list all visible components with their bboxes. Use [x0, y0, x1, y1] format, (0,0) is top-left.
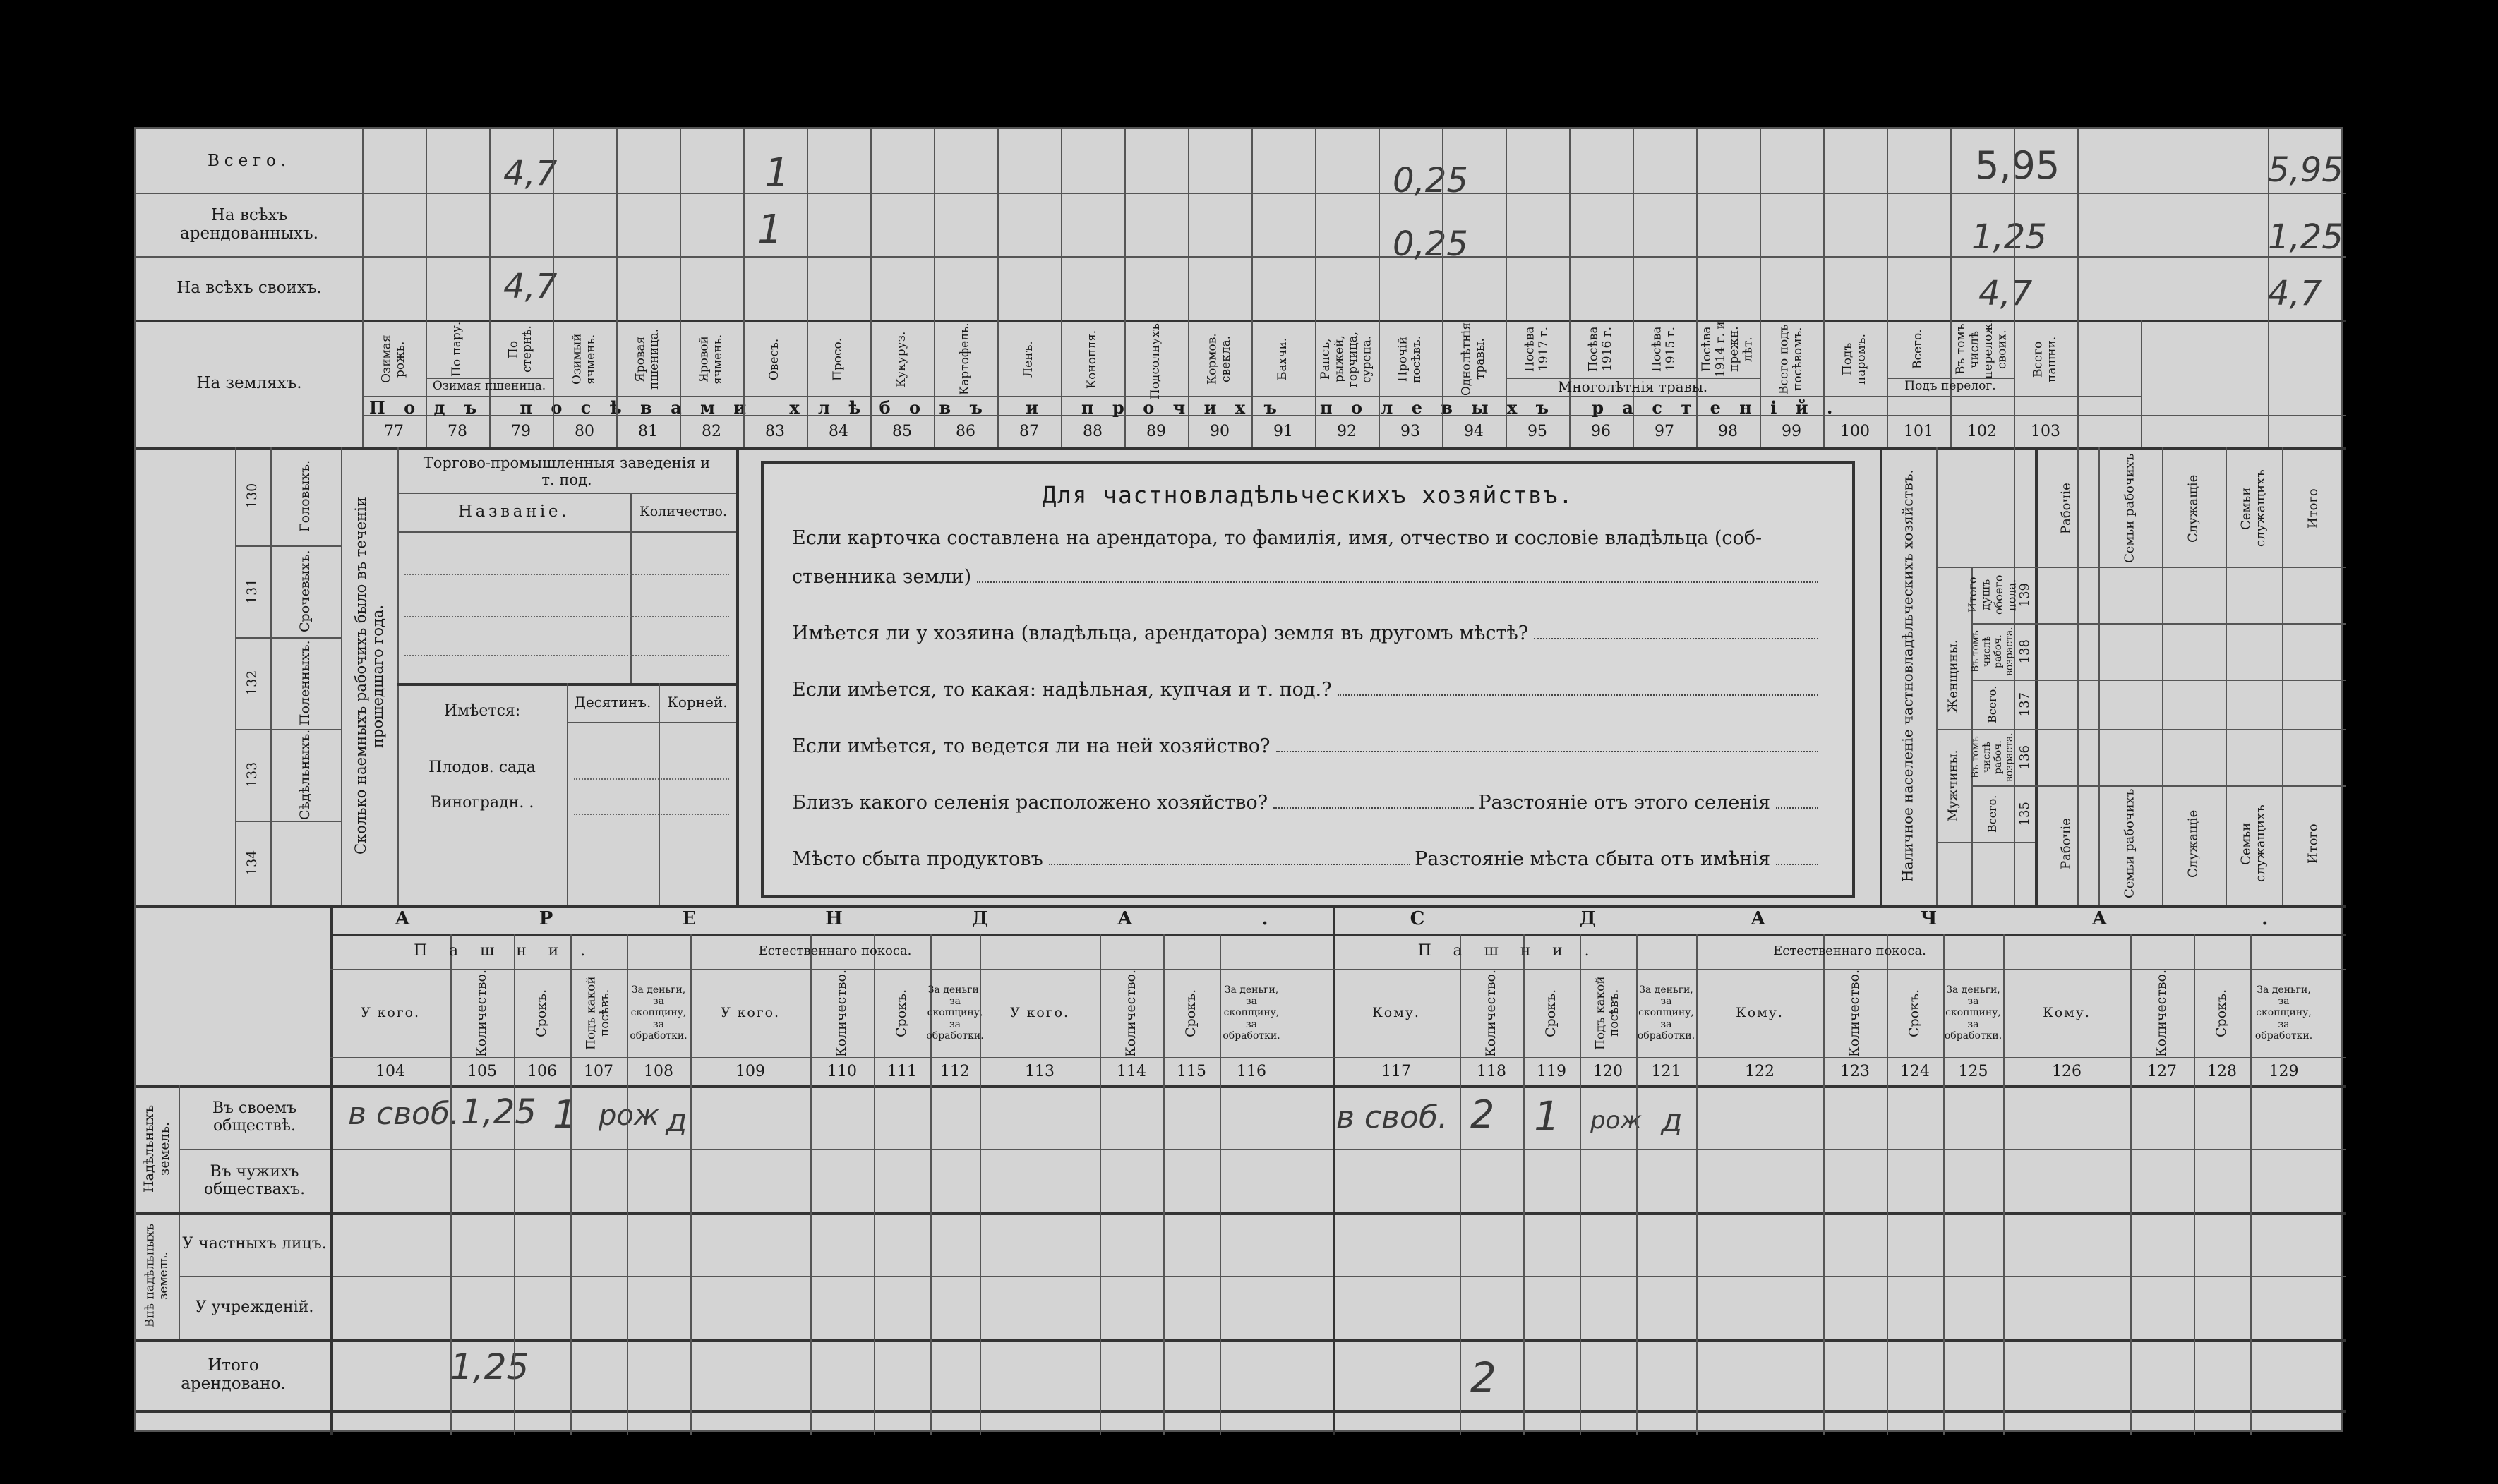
hw-vsego-77: 4,7: [503, 154, 558, 193]
hw-svoikh-99: 4,7: [1978, 274, 2033, 313]
hw-itogo-ar: 1,25: [450, 1346, 529, 1387]
arenda-num-110: 110: [827, 1062, 857, 1080]
crop-col-96: Посѣва 1916 г.: [1586, 326, 1614, 373]
sdacha-num-123: 123: [1840, 1062, 1870, 1080]
census-card: [134, 127, 2343, 1432]
sdacha-col-129: За деньги, за скопщину, за обработки.: [2254, 984, 2313, 1042]
num-136: 136: [2017, 744, 2032, 770]
crop-num-84: 84: [829, 422, 848, 440]
sdacha-num-117: 117: [1381, 1062, 1411, 1080]
crop-num-88: 88: [1083, 422, 1103, 440]
crop-col-97: Посѣва 1915 г.: [1650, 326, 1678, 373]
arenda-num-111: 111: [887, 1062, 917, 1080]
garden-imeetsya: Имѣется:: [443, 702, 521, 720]
crop-num-90: 90: [1210, 422, 1230, 440]
sdacha-letters-letter-3: Ч: [1920, 908, 1938, 930]
arenda-letters-letter-4: Д: [971, 908, 989, 930]
livestock-num-133: 133: [244, 761, 260, 788]
crop-num-82: 82: [702, 422, 721, 440]
arenda-letters-letter-1: Р: [539, 908, 553, 930]
crop-col-86: Картофель.: [958, 322, 973, 396]
sdacha-col-119: Срокъ.: [1543, 989, 1559, 1037]
posev-band: Подъ посѣвами хлѣбовъ и прочихъ полевыхъ растеній.: [369, 397, 1851, 418]
arenda-num-107: 107: [584, 1062, 613, 1080]
pop-men-vtom: Въ томъ числѣ рабоч. возраста.: [1969, 732, 2016, 782]
hw-svoikh-103: 4,7: [2268, 274, 2322, 313]
row-uchrezh: У учрежденій.: [195, 1298, 314, 1317]
row-itogo: Итого арендовано.: [181, 1356, 286, 1393]
pop-col-top-0: Рабочіе: [2058, 483, 2074, 534]
group-mnogolet: Многолѣтнія травы.: [1557, 378, 1708, 395]
sdacha-col-128: Срокъ.: [2214, 989, 2230, 1037]
row-chuzhikh: Въ чужихъ обществахъ.: [203, 1162, 306, 1198]
sdacha-num-122: 122: [1745, 1062, 1775, 1080]
garden-vinograd: Виноградн. .: [430, 794, 534, 812]
arenda-num-108: 108: [644, 1062, 673, 1080]
sdacha-pashni-text: Пашни.: [1417, 942, 1611, 960]
hw-arend-82: 1: [757, 207, 783, 253]
sdacha-letters-letter-0: С: [1410, 908, 1425, 930]
arenda-pashni-text: Пашни.: [414, 942, 607, 960]
pop-col-top-2: Служащіе: [2185, 474, 2201, 543]
sdacha-col-123: Количество.: [1847, 969, 1863, 1057]
pop-col-bot-4: Итого: [2305, 824, 2321, 864]
crop-num-93: 93: [1400, 422, 1420, 440]
crop-num-99: 99: [1782, 422, 1801, 440]
crop-col-78: По пару.: [450, 321, 464, 378]
workers-question: Сколько наемныхъ рабочихъ было въ теченіи прошедшаго года.: [352, 497, 386, 855]
num-138: 138: [2017, 639, 2032, 664]
garden-desyatin: Десятинъ.: [574, 694, 651, 711]
crop-num-95: 95: [1527, 422, 1547, 440]
livestock-label-133: Сѣдѣльныхъ.: [297, 729, 313, 821]
arenda-num-115: 115: [1177, 1062, 1206, 1080]
crop-num-100: 100: [1840, 422, 1870, 440]
sdacha-letters-letter-1: Д: [1579, 908, 1596, 930]
sdacha-col-125: За деньги, за скопщину, за обработки.: [1944, 984, 2002, 1042]
crop-num-78: 78: [448, 422, 467, 440]
livestock-num-131: 131: [244, 578, 260, 605]
private-q4: Если имѣется, то ведется ли на ней хозяйство?: [792, 735, 1823, 757]
crop-col-100: Подъ паромъ.: [1840, 333, 1868, 385]
sdacha-num-126: 126: [2052, 1062, 2082, 1080]
arenda-num-112: 112: [940, 1062, 970, 1080]
sdacha-letters-letter-2: А: [1751, 908, 1766, 930]
private-q2: Имѣется ли у хозяина (владѣльца, арендатора) земля въ другомъ мѣстѣ?: [792, 622, 1823, 644]
arenda-col-112: За деньги, за скопщину, за обработки.: [926, 984, 984, 1042]
hw-vsego-99: 5,95: [1975, 143, 2060, 188]
crop-num-86: 86: [956, 422, 975, 440]
pop-men: Мужчины.: [1945, 749, 1961, 821]
arenda-letters-letter-5: А: [1117, 908, 1133, 930]
arenda-num-106: 106: [527, 1062, 557, 1080]
crop-num-80: 80: [575, 422, 594, 440]
sdacha-title: [1333, 905, 2346, 934]
arenda-letters-letter-2: Е: [682, 908, 697, 930]
crop-num-85: 85: [892, 422, 912, 440]
sdacha-letters-letter-5: .: [2262, 908, 2269, 930]
crop-num-91: 91: [1273, 422, 1293, 440]
pop-women-vtom: Въ томъ числѣ рабоч. возраста.: [1969, 627, 2016, 676]
pop-women: Женщины.: [1945, 639, 1961, 713]
population-title: Наличное населеніе частновладѣльческихъ хозяйствъ.: [1899, 469, 1916, 883]
livestock-num-132: 132: [244, 670, 260, 696]
crop-num-102: 102: [1967, 422, 1997, 440]
crop-col-89: Подсолнухъ.: [1148, 319, 1163, 399]
sdacha-col-127: Количество.: [2154, 969, 2170, 1057]
hw-vsego-91: 0,25: [1393, 161, 1468, 200]
arenda-col-108: За деньги, за скопщину, за обработки.: [630, 984, 687, 1042]
sdacha-num-127: 127: [2147, 1062, 2177, 1080]
crop-col-81: Яровая пшеница.: [633, 328, 661, 390]
livestock-label-130: Головыхъ.: [297, 459, 313, 533]
arenda-col-107: Подъ какой посѣвъ.: [584, 976, 612, 1050]
crop-col-93: Прочій посѣвъ.: [1395, 335, 1424, 383]
arenda-num-105: 105: [467, 1062, 497, 1080]
arenda-col-114: Количество.: [1123, 969, 1139, 1057]
crop-col-77: Озимая рожь.: [379, 334, 407, 384]
crop-col-88: Конопля.: [1085, 330, 1100, 389]
pop-col-bot-0: Рабочіе: [2058, 818, 2074, 869]
private-q1b: ственника земли): [792, 566, 1823, 588]
num-137: 137: [2017, 692, 2032, 717]
sdacha-pashni: [1333, 934, 1696, 969]
private-title: Для частновладѣльческихъ хозяйствъ.: [1042, 481, 1574, 509]
arenda-num-114: 114: [1117, 1062, 1146, 1080]
crop-col-87: Ленъ.: [1021, 341, 1036, 378]
sdacha-num-121: 121: [1651, 1062, 1681, 1080]
pop-col-bot-3: Семьи служащихъ: [2238, 804, 2268, 883]
pop-col-top-4: Итого: [2305, 488, 2321, 529]
hw-sd-kol: 2: [1470, 1092, 1495, 1137]
crop-col-91: Бахчи.: [1275, 337, 1290, 381]
sdacha-col-120: Подъ какой посѣвъ.: [1593, 976, 1621, 1050]
crop-num-79: 79: [511, 422, 531, 440]
hw-sd-posev: рож: [1590, 1106, 1643, 1135]
livestock-label-132: Поленныхъ.: [297, 640, 313, 726]
crop-num-98: 98: [1718, 422, 1738, 440]
crop-num-83: 83: [765, 422, 785, 440]
sdacha-letters-letter-4: А: [2091, 908, 2107, 930]
arenda-col-109: У кого.: [721, 1004, 780, 1020]
hw-sd-srok: 1: [1534, 1092, 1560, 1140]
num-135: 135: [2017, 801, 2032, 826]
crop-col-92: Рапсъ, рыжей, горчица, сурепа.: [1318, 331, 1374, 387]
private-farms-box: [761, 461, 1855, 898]
trade-name-header: Названіе.: [458, 502, 570, 521]
private-q3: Если имѣется, то какая: надѣльная, купчая и т. под.?: [792, 679, 1823, 701]
arenda-col-113: У кого.: [1010, 1004, 1069, 1020]
hw-ar-kogo: в своб.: [348, 1096, 460, 1132]
crop-num-92: 92: [1337, 422, 1357, 440]
livestock-label-131: Срочевыхъ.: [297, 550, 313, 633]
arenda-letters-letter-0: А: [395, 908, 410, 930]
trade-title: Торгово-промышленныя заведенія и т. под.: [423, 454, 711, 488]
arenda-num-116: 116: [1237, 1062, 1266, 1080]
crop-col-103: Всего пашни.: [2031, 336, 2059, 382]
pop-men-vsego: Всего.: [1985, 795, 1999, 833]
pop-col-top-3: Семьи служащихъ: [2238, 469, 2268, 548]
sdacha-num-124: 124: [1900, 1062, 1930, 1080]
crop-col-82: Яровой ячмень.: [697, 334, 725, 385]
sdacha-num-125: 125: [1958, 1062, 1988, 1080]
hw-arend-103: 1,25: [2268, 217, 2343, 257]
crop-col-99: Всего подъ посѣвомъ.: [1777, 324, 1805, 394]
row-label-zemlyakh: На земляхъ.: [196, 373, 302, 392]
sdacha-num-118: 118: [1477, 1062, 1506, 1080]
crop-col-85: Кукуруз.: [894, 331, 909, 387]
crop-num-77: 77: [384, 422, 404, 440]
livestock-num-130: 130: [244, 483, 260, 509]
arenda-pokos: Естественнаго покоса.: [758, 943, 912, 958]
arenda-col-116: За деньги, за скопщину, за обработки.: [1223, 984, 1280, 1042]
hw-ar-posev: рож: [599, 1099, 659, 1132]
arenda-num-104: 104: [376, 1062, 405, 1080]
num-139: 139: [2017, 582, 2032, 608]
crop-col-101: Всего.: [1911, 329, 1926, 370]
arenda-letters-letter-6: .: [1261, 908, 1268, 930]
pop-itogo-dush: Итого душъ обоего пола.: [1966, 574, 2019, 615]
arenda-col-105: Количество.: [474, 969, 490, 1057]
crop-col-79: По стернѣ.: [506, 325, 534, 373]
hw-ar-deng: д: [666, 1103, 687, 1139]
pop-col-bot-1: Семьи рабочихъ: [2122, 788, 2137, 899]
arenda-num-113: 113: [1025, 1062, 1055, 1080]
sdacha-col-124: Срокъ.: [1906, 989, 1923, 1037]
crop-num-101: 101: [1904, 422, 1933, 440]
trade-qty-header: Количество.: [639, 503, 727, 519]
row-nadel: Надѣльныхъ земель.: [141, 1104, 172, 1193]
crop-num-81: 81: [638, 422, 658, 440]
pop-col-bot-2: Служащіе: [2185, 809, 2201, 878]
crop-col-90: Кормов. свекла.: [1205, 333, 1233, 385]
hw-vsego-103: 5,95: [2268, 150, 2343, 190]
livestock-num-134: 134: [244, 850, 260, 876]
arenda-title: [330, 905, 1333, 934]
sdacha-col-117: Кому.: [1372, 1004, 1420, 1020]
arenda-col-106: Срокъ.: [534, 989, 550, 1037]
arenda-col-111: Срокъ.: [894, 989, 910, 1037]
sdacha-num-129: 129: [2269, 1062, 2299, 1080]
pop-col-top-1: Семьи рабочихъ: [2122, 453, 2137, 564]
sdacha-col-118: Количество.: [1483, 969, 1499, 1057]
group-perelog: Подъ перелог.: [1904, 379, 1996, 394]
crop-col-84: Просо.: [831, 337, 846, 381]
sdacha-col-121: За деньги, за скопщину, за обработки.: [1637, 984, 1695, 1042]
sdacha-num-128: 128: [2207, 1062, 2237, 1080]
hw-arend-99: 1,25: [1971, 217, 2047, 257]
crop-num-96: 96: [1591, 422, 1611, 440]
private-q6: Мѣсто сбыта продуктовъ Разстояніе мѣста сбыта отъ имѣнія: [792, 848, 1823, 870]
private-q5: Близъ какого селенія расположено хозяйство? Разстояніе отъ этого селенія: [792, 792, 1823, 814]
crop-col-102: Въ томъ числѣ перелож. своих.: [1953, 319, 2010, 380]
arenda-num-109: 109: [735, 1062, 765, 1080]
hw-ar-srok: 1: [553, 1092, 577, 1137]
crop-col-95: Посѣва 1917 г.: [1523, 326, 1551, 373]
pop-women-vsego: Всего.: [1985, 685, 1999, 723]
private-q1: Если карточка составлена на арендатора, то фамилія, имя, отчество и сословіе владѣльца (соб-: [792, 527, 1763, 549]
row-chastnykh: У частныхъ лицъ.: [182, 1235, 327, 1253]
row-label-svoikh: На всѣхъ своихъ.: [176, 278, 322, 297]
arenda-col-115: Срокъ.: [1183, 989, 1199, 1037]
crop-col-83: Овесъ.: [767, 338, 782, 380]
hw-sd-deng: д: [1661, 1103, 1683, 1139]
garden-korney: Корней.: [667, 694, 728, 711]
hw-vsego-82: 1: [764, 150, 790, 196]
hw-ar-kol: 1,25: [461, 1092, 536, 1132]
hw-sd-komu: в своб.: [1336, 1099, 1448, 1135]
garden-sad: Плодов. сада: [428, 759, 536, 777]
arenda-pashni: [330, 934, 690, 969]
hw-arend-91: 0,25: [1393, 224, 1468, 264]
arenda-col-104: У кого.: [361, 1004, 420, 1020]
crop-col-98: Посѣва 1914 г. и прежн. лѣт.: [1699, 321, 1755, 378]
crop-col-80: Озимый ячмень.: [570, 333, 598, 385]
row-svoem: Въ своемъ обществѣ.: [212, 1099, 297, 1135]
crop-num-94: 94: [1464, 422, 1484, 440]
group-ozimaya: Озимая пшеница.: [432, 379, 546, 394]
sdacha-pokos: Естественнаго покоса.: [1773, 943, 1926, 958]
sdacha-num-120: 120: [1593, 1062, 1623, 1080]
row-label-arend: На всѣхъ арендованныхъ.: [180, 205, 318, 243]
hw-svoikh-77: 4,7: [503, 267, 558, 306]
crop-num-87: 87: [1019, 422, 1039, 440]
sdacha-num-119: 119: [1537, 1062, 1566, 1080]
sdacha-col-122: Кому.: [1736, 1004, 1784, 1020]
hw-itogo-sd: 2: [1470, 1353, 1496, 1401]
crop-num-97: 97: [1655, 422, 1674, 440]
crop-col-94: Однолѣтнія травы.: [1459, 322, 1487, 396]
sdacha-col-126: Кому.: [2043, 1004, 2091, 1020]
crop-num-89: 89: [1146, 422, 1166, 440]
arenda-col-110: Количество.: [834, 969, 850, 1057]
row-vne: Внѣ надѣльныхъ земель.: [143, 1224, 171, 1328]
crop-num-103: 103: [2031, 422, 2060, 440]
arenda-letters-letter-3: Н: [825, 908, 843, 930]
row-label-vsego: Всего.: [207, 151, 291, 170]
